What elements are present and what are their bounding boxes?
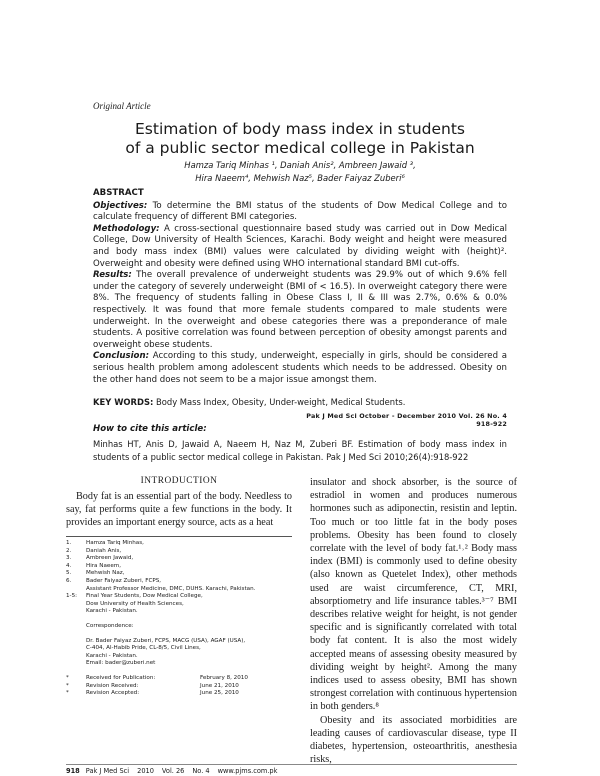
- left-column: [66, 476, 292, 530]
- footnote-text: Mehwish Naz,: [86, 570, 125, 577]
- footnote-text: Hira Naeem,: [86, 562, 121, 569]
- journal-citation-line: Pak J Med Sci October - December 2010 Vol. 26 No. 4 918-922: [306, 412, 507, 428]
- date-bullet: *: [66, 690, 69, 697]
- footer-number: No. 4: [192, 767, 210, 775]
- footnote-number: 1.: [66, 540, 72, 546]
- abstract-objectives: [93, 201, 507, 224]
- footnote-text: Bader Faiyaz Zuberi, FCPS,: [86, 577, 162, 584]
- article-title: [93, 120, 507, 158]
- footnote-text: Assistant Professor Medicine, DMC, DUHS. Karachi, Pakistan.: [86, 585, 256, 592]
- abstract-heading: ABSTRACT: [93, 188, 144, 198]
- keywords-label: KEY WORDS:: [93, 397, 154, 407]
- received-date: February 8, 2010: [200, 674, 248, 681]
- date-bullet: *: [66, 674, 69, 681]
- footnote-number: 3.: [66, 555, 72, 562]
- keywords: [93, 397, 507, 407]
- footnote-text: Dow University of Health Sciences,: [86, 600, 184, 607]
- footer-url[interactable]: www.pjms.com.pk: [217, 767, 278, 775]
- how-to-cite-text: Minhas HT, Anis D, Jawaid A, Naeem H, Naz M, Zuberi BF. Estimation of body mass index in students of a public sector medical college in Pakistan. Pak J Med Sci 2010;26(4):918-922: [93, 439, 507, 462]
- methodology-label: Methodology:: [93, 223, 160, 234]
- abstract: [93, 188, 507, 386]
- page-footer: [66, 767, 517, 775]
- conclusion-label: Conclusion:: [93, 351, 150, 362]
- title-line-1: Estimation of body mass index in students: [135, 120, 465, 138]
- authors-line-2: Hira Naeem⁴, Mehwish Naz⁵, Bader Faiyaz Zuberi⁶: [195, 173, 405, 183]
- footer-volume: Vol. 26: [161, 767, 185, 775]
- objectives-label: Objectives:: [93, 200, 148, 211]
- footer-journal: Pak J Med Sci: [85, 767, 130, 775]
- correspondence-line: Dr. Bader Faiyaz Zuberi, FCPS, MACG (USA), AGAF (USA),: [86, 637, 246, 644]
- correspondence-line: Karachi - Pakistan.: [86, 652, 138, 659]
- received-label: Received for Publication:: [86, 674, 156, 681]
- revision-accepted-label: Revision Accepted:: [86, 690, 140, 697]
- objectives-text: To determine the BMI status of the students of Dow Medical College and to calculate frequency of different BMI categories.: [93, 200, 507, 223]
- article-type: Original Article: [93, 101, 151, 111]
- footnote-text: Hamza Tariq Minhas,: [86, 540, 144, 546]
- abstract-methodology: [93, 224, 507, 270]
- correspondence-email: Email: bader@zuberi.net: [86, 660, 156, 667]
- correspondence-label: Correspondence:: [86, 622, 134, 629]
- abstract-results: [93, 270, 507, 351]
- keywords-text: Body Mass Index, Obesity, Under-weight, Medical Students.: [153, 397, 406, 407]
- footer-year: 2010: [137, 767, 154, 775]
- abstract-conclusion: [93, 351, 507, 386]
- footnote-number: [66, 608, 86, 616]
- author-list: [93, 159, 507, 185]
- results-text: The overall prevalence of underweight students was 29.9% out of which 9.6% fell under the category of severely underweight (BMI of < 16.5). In overweight category there were 8%. The frequency of students falling in Obese Class I, II & III was 2.7%, 0.6% & 0.0% respectively. It was found that more female students compared to male students were underweight. In the overweight and obese categories there was a preponderance of male students. A positive correlation was found between perception of obesity amongst parents and overweight obese students.: [93, 270, 507, 350]
- title-line-2: of a public sector medical college in Pakistan: [125, 139, 475, 157]
- introduction-paragraph-2: Obesity and its associated morbidities are leading causes of cardiovascular disease, type II diabetes, hypertension, osteoarthritis, anesthesia risks,: [310, 714, 517, 766]
- introduction-heading: INTRODUCTION: [140, 476, 218, 486]
- footnote-text: Karachi - Pakistan.: [86, 608, 138, 615]
- date-bullet: *: [66, 682, 69, 689]
- methodology-text: A cross-sectional questionnaire based study was carried out in Dow Medical College, Dow University of Health Sciences, Karachi. Body weight and height were measured and body mass index (BMI) values were calculated by dividing weight with (height)². Overweight and obesity were defined using WHO international standard BMI cut-offs.: [93, 223, 507, 269]
- footnote-text: Final Year Students, Dow Medical College,: [86, 593, 203, 600]
- page-number: 918: [66, 767, 80, 775]
- introduction-paragraph-1: Body fat is an essential part of the body. Needless to say, fat performs quite a few functions in the body. It provides an important energy source, acts as a heat: [66, 491, 292, 529]
- footnote-number: [66, 586, 86, 594]
- revision-received-label: Revision Received:: [86, 682, 139, 689]
- footnote-divider: [66, 536, 292, 537]
- footnote-number: 4.: [66, 562, 72, 569]
- footnote-number: 1-5:: [66, 593, 78, 600]
- authors-line-1: Hamza Tariq Minhas ¹, Daniah Anis², Ambreen Jawaid ³,: [184, 160, 416, 170]
- footnote-number: 5.: [66, 570, 72, 577]
- footnote-number: 2.: [66, 547, 72, 554]
- revision-accepted-date: June 25, 2010: [200, 690, 239, 697]
- footer-divider: [66, 764, 517, 765]
- footnote-number: [66, 601, 86, 609]
- correspondence-line: C-404, Al-Habib Pride, CL-8/5, Civil Lines,: [86, 645, 201, 652]
- results-label: Results:: [93, 270, 132, 281]
- footnote-number: 6.: [66, 577, 72, 584]
- footnote-text: Ambreen Jawaid,: [86, 555, 134, 562]
- how-to-cite-heading: How to cite this article:: [93, 424, 207, 434]
- revision-received-date: June 21, 2010: [200, 682, 239, 689]
- right-column: [310, 476, 517, 766]
- conclusion-text: According to this study, underweight, especially in girls, should be considered a serious health problem among adolescent students which needs to be addressed. Obesity on the other hand does not seem to be a major issue amongst them.: [93, 351, 507, 385]
- introduction-paragraph-continued: insulator and shock absorber, is the source of estradiol in women and produces numerous hormones such as adiponectin, resistin and leptin. Too much or too little fat in the body poses problems. Obesity has been found to closely correlate with the level of body fat.¹˒² Body mass index (BMI) is commonly used to define obesity (also known as Quetelet Index), other methods used are waist circumference, CT, MRI, absorptiometry and life insurance tables.³⁻⁷ BMI describes relative weight for height, is not gender specific and is significantly correlated with total body fat content. It is also the most widely accepted means of assessing obesity measured by dividing weight by height². Among the many indices used to assess obesity, BMI has shown strongest correlation with continuous hypertension in both genders.⁸: [310, 477, 517, 713]
- footnote-text: Daniah Anis,: [86, 547, 122, 554]
- footnotes: [66, 540, 292, 698]
